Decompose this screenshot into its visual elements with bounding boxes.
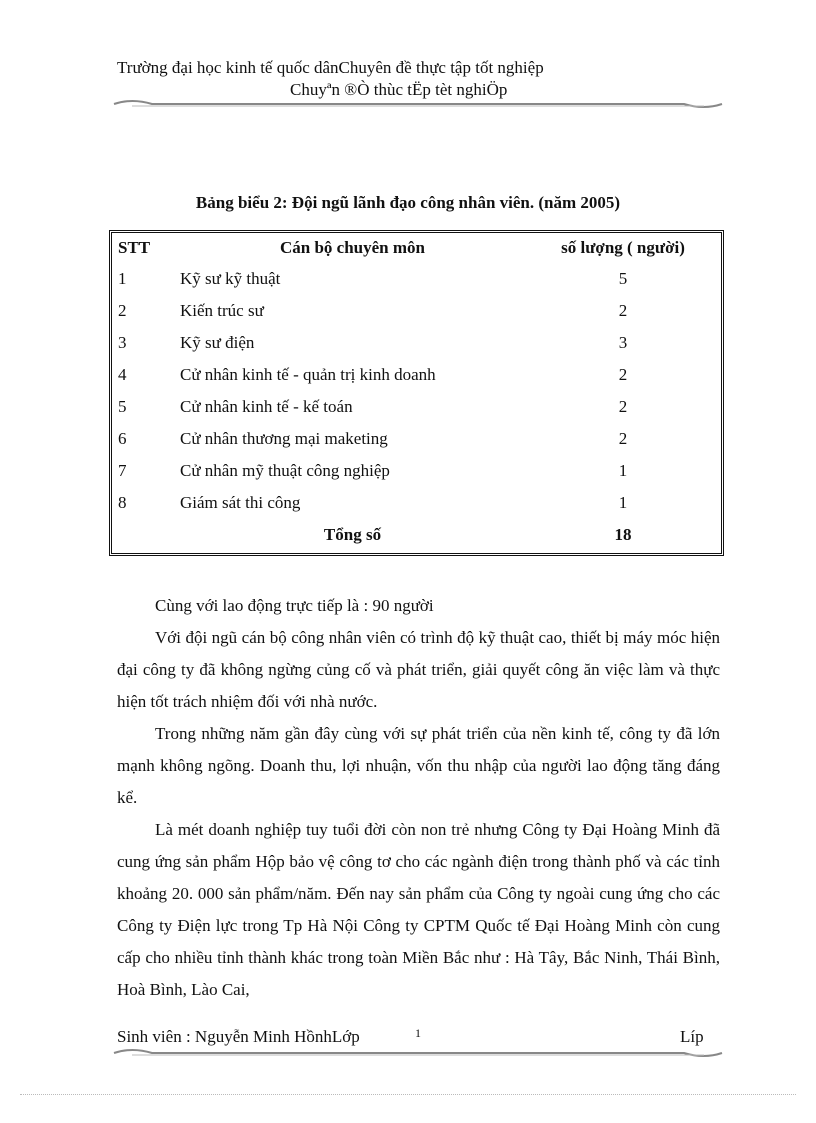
page-boundary [20,1094,796,1095]
header-specialty: Cán bộ chuyên môn [279,238,425,257]
cell-stt: 6 [118,429,127,448]
paragraph: Cùng với lao động trực tiếp là : 90 người [155,596,434,615]
cell-quantity: 2 [618,301,628,320]
table-caption: Bảng biểu 2: Đội ngũ lãnh đạo công nhân viên. (năm 2005) [195,193,621,212]
cell-specialty: Cử nhân thương mại maketing [180,429,388,448]
footer-class: Líp [680,1027,704,1046]
cell-stt: 8 [118,493,127,512]
header-quantity: số lượng ( người) [561,238,685,257]
page-number: 1 [415,1026,421,1040]
table-row [112,327,721,359]
table-row [112,423,721,455]
cell-stt: 3 [118,333,127,352]
cell-quantity: 2 [618,429,628,448]
cell-quantity: 2 [618,365,628,384]
body-text [117,590,720,1006]
table-row [112,487,721,519]
table-row [112,455,721,487]
cell-stt: 7 [118,461,127,480]
total-value: 18 [614,525,632,544]
cell-stt: 2 [118,301,127,320]
table-header-row [112,233,721,263]
paragraph: Với đội ngũ cán bộ công nhân viên có trình độ kỹ thuật cao, thiết bị máy móc hiện đại công ty đã không ngừng củng cố và phát triển, giải quyết công ăn việc làm và thực hiện tốt trách nhiệm đối với nhà nước. [117,628,720,711]
total-label: Tổng số [323,525,382,544]
cell-quantity: 2 [618,397,628,416]
cell-stt: 4 [118,365,127,384]
table-row [112,359,721,391]
cell-quantity: 3 [618,333,628,352]
table-row [112,263,721,295]
cell-specialty: Cử nhân kinh tế - kế toán [180,397,353,416]
cell-stt: 1 [118,269,127,288]
table-row [112,295,721,327]
table-row [112,391,721,423]
cell-specialty: Cử nhân mỹ thuật công nghiệp [180,461,390,480]
cell-specialty: Cử nhân kinh tế - quản trị kinh doanh [180,365,436,384]
table-total-row [112,519,721,551]
header-decorative-rule [112,97,724,111]
header-line-2: Chuyªn ®Ò thùc tËp tèt nghiÖp [290,80,508,99]
cell-specialty: Kiến trúc sư [180,301,264,320]
cell-stt: 5 [118,397,127,416]
header-stt: STT [118,238,151,257]
paragraph: Trong những năm gần đây cùng với sự phát triển của nền kinh tế, công ty đã lớn mạnh không ngõng. Doanh thu, lợi nhuận, vốn thu nhập của người lao động tăng đáng kể. [117,724,720,807]
cell-quantity: 1 [618,493,628,512]
header-line-1: Trường đại học kinh tế quốc dânChuyên đề thực tập tốt nghiệp [117,58,544,77]
cell-specialty: Giám sát thi công [180,493,301,512]
cell-specialty: Kỹ sư điện [180,333,255,352]
footer-student: Sinh viên : Nguyễn Minh HồnhLớp [117,1027,360,1046]
cell-specialty: Kỹ sư kỹ thuật [180,269,281,288]
cell-quantity: 5 [618,269,628,288]
cell-quantity: 1 [618,461,628,480]
staff-table [109,230,724,556]
paragraph: Là mét doanh nghiệp tuy tuổi đời còn non trẻ nhưng Công ty Đại Hoàng Minh đã cung ứng sản phẩm Hộp bảo vệ công tơ cho các ngành điện trong thành phố và các tỉnh khoảng 20. 000 sản phẩm/năm. Đến nay sản phẩm của Công ty ngoài cung ứng cho các Công ty Điện lực trong Tp Hà Nội Công ty CPTM Quốc tế Đại Hoàng Minh còn cung cấp cho nhiều tỉnh thành khác trong toàn Miền Bắc như : Hà Tây, Bắc Ninh, Thái Bình, Hoà Bình, Lào Cai, [117,820,720,999]
footer-decorative-rule [112,1046,724,1060]
